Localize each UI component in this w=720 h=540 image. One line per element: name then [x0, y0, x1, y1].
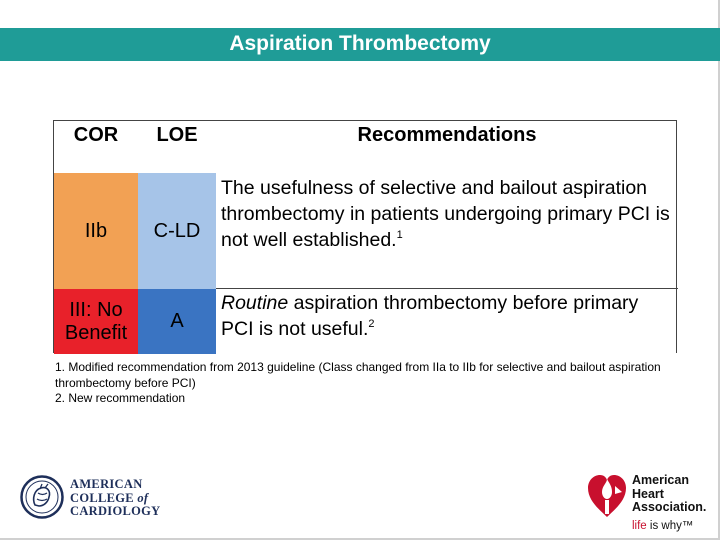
aha-tag-rest: is why™ — [646, 520, 694, 532]
acc-line2-a: COLLEGE — [70, 490, 138, 505]
aha-line2: Heart — [632, 486, 664, 501]
row-divider — [216, 288, 678, 289]
aha-logo — [585, 470, 715, 536]
row2-cor-cell — [54, 289, 138, 354]
aha-line1: American — [632, 473, 689, 487]
footnote-1: 1. Modified recommendation from 2013 guideline (Class changed from IIa to IIb for selective and bailout aspiration thrombectomy before PCI) — [55, 360, 661, 390]
aha-tagline — [632, 520, 693, 532]
header-cor: COR — [73, 124, 119, 146]
row2-loe-cell — [138, 289, 216, 354]
header-recommendations: Recommendations — [357, 124, 537, 146]
footnotes — [55, 360, 675, 407]
acc-line2-b: of — [137, 490, 149, 505]
row1-recommendation-text: The usefulness of selective and bailout aspiration thrombectomy in patients undergoing primary PCI is not well established. — [221, 177, 670, 251]
heart-torch-icon — [585, 470, 629, 520]
row1-recommendation — [221, 175, 671, 253]
row2-recommendation-italic: Routine — [221, 292, 289, 314]
row2-cor-line1: III: No — [69, 298, 123, 321]
row1-cor-cell — [54, 173, 138, 289]
acc-logo — [20, 475, 170, 523]
acc-wordmark — [70, 478, 161, 519]
acc-line3: CARDIOLOGY — [70, 504, 161, 518]
aha-line3: Association. — [632, 500, 707, 514]
row2-cor-line2: Benefit — [64, 321, 128, 344]
row2-loe-label: A — [170, 310, 184, 332]
row2-recommendation — [221, 290, 671, 342]
aha-tag-life: life — [632, 520, 647, 532]
row2-recommendation-text: aspiration thrombectomy before primary PCI is not useful. — [221, 292, 639, 340]
acc-line1: AMERICAN — [70, 477, 143, 491]
header-loe: LOE — [156, 124, 198, 146]
slide-title: Aspiration Thrombectomy — [229, 32, 491, 55]
aha-wordmark — [632, 474, 706, 515]
row1-footnote-ref: 1 — [396, 229, 403, 241]
row2-footnote-ref: 2 — [368, 318, 375, 330]
acc-seal-icon — [20, 475, 64, 519]
title-bar — [0, 28, 720, 61]
acc-line2 — [70, 492, 161, 506]
row1-loe-label: C-LD — [153, 219, 201, 242]
row1-cor-label: IIb — [84, 219, 108, 242]
row1-loe-cell — [138, 173, 216, 289]
footnote-2: 2. New recommendation — [55, 391, 186, 405]
row2-cor-label — [65, 299, 127, 345]
recommendations-table — [53, 120, 677, 353]
